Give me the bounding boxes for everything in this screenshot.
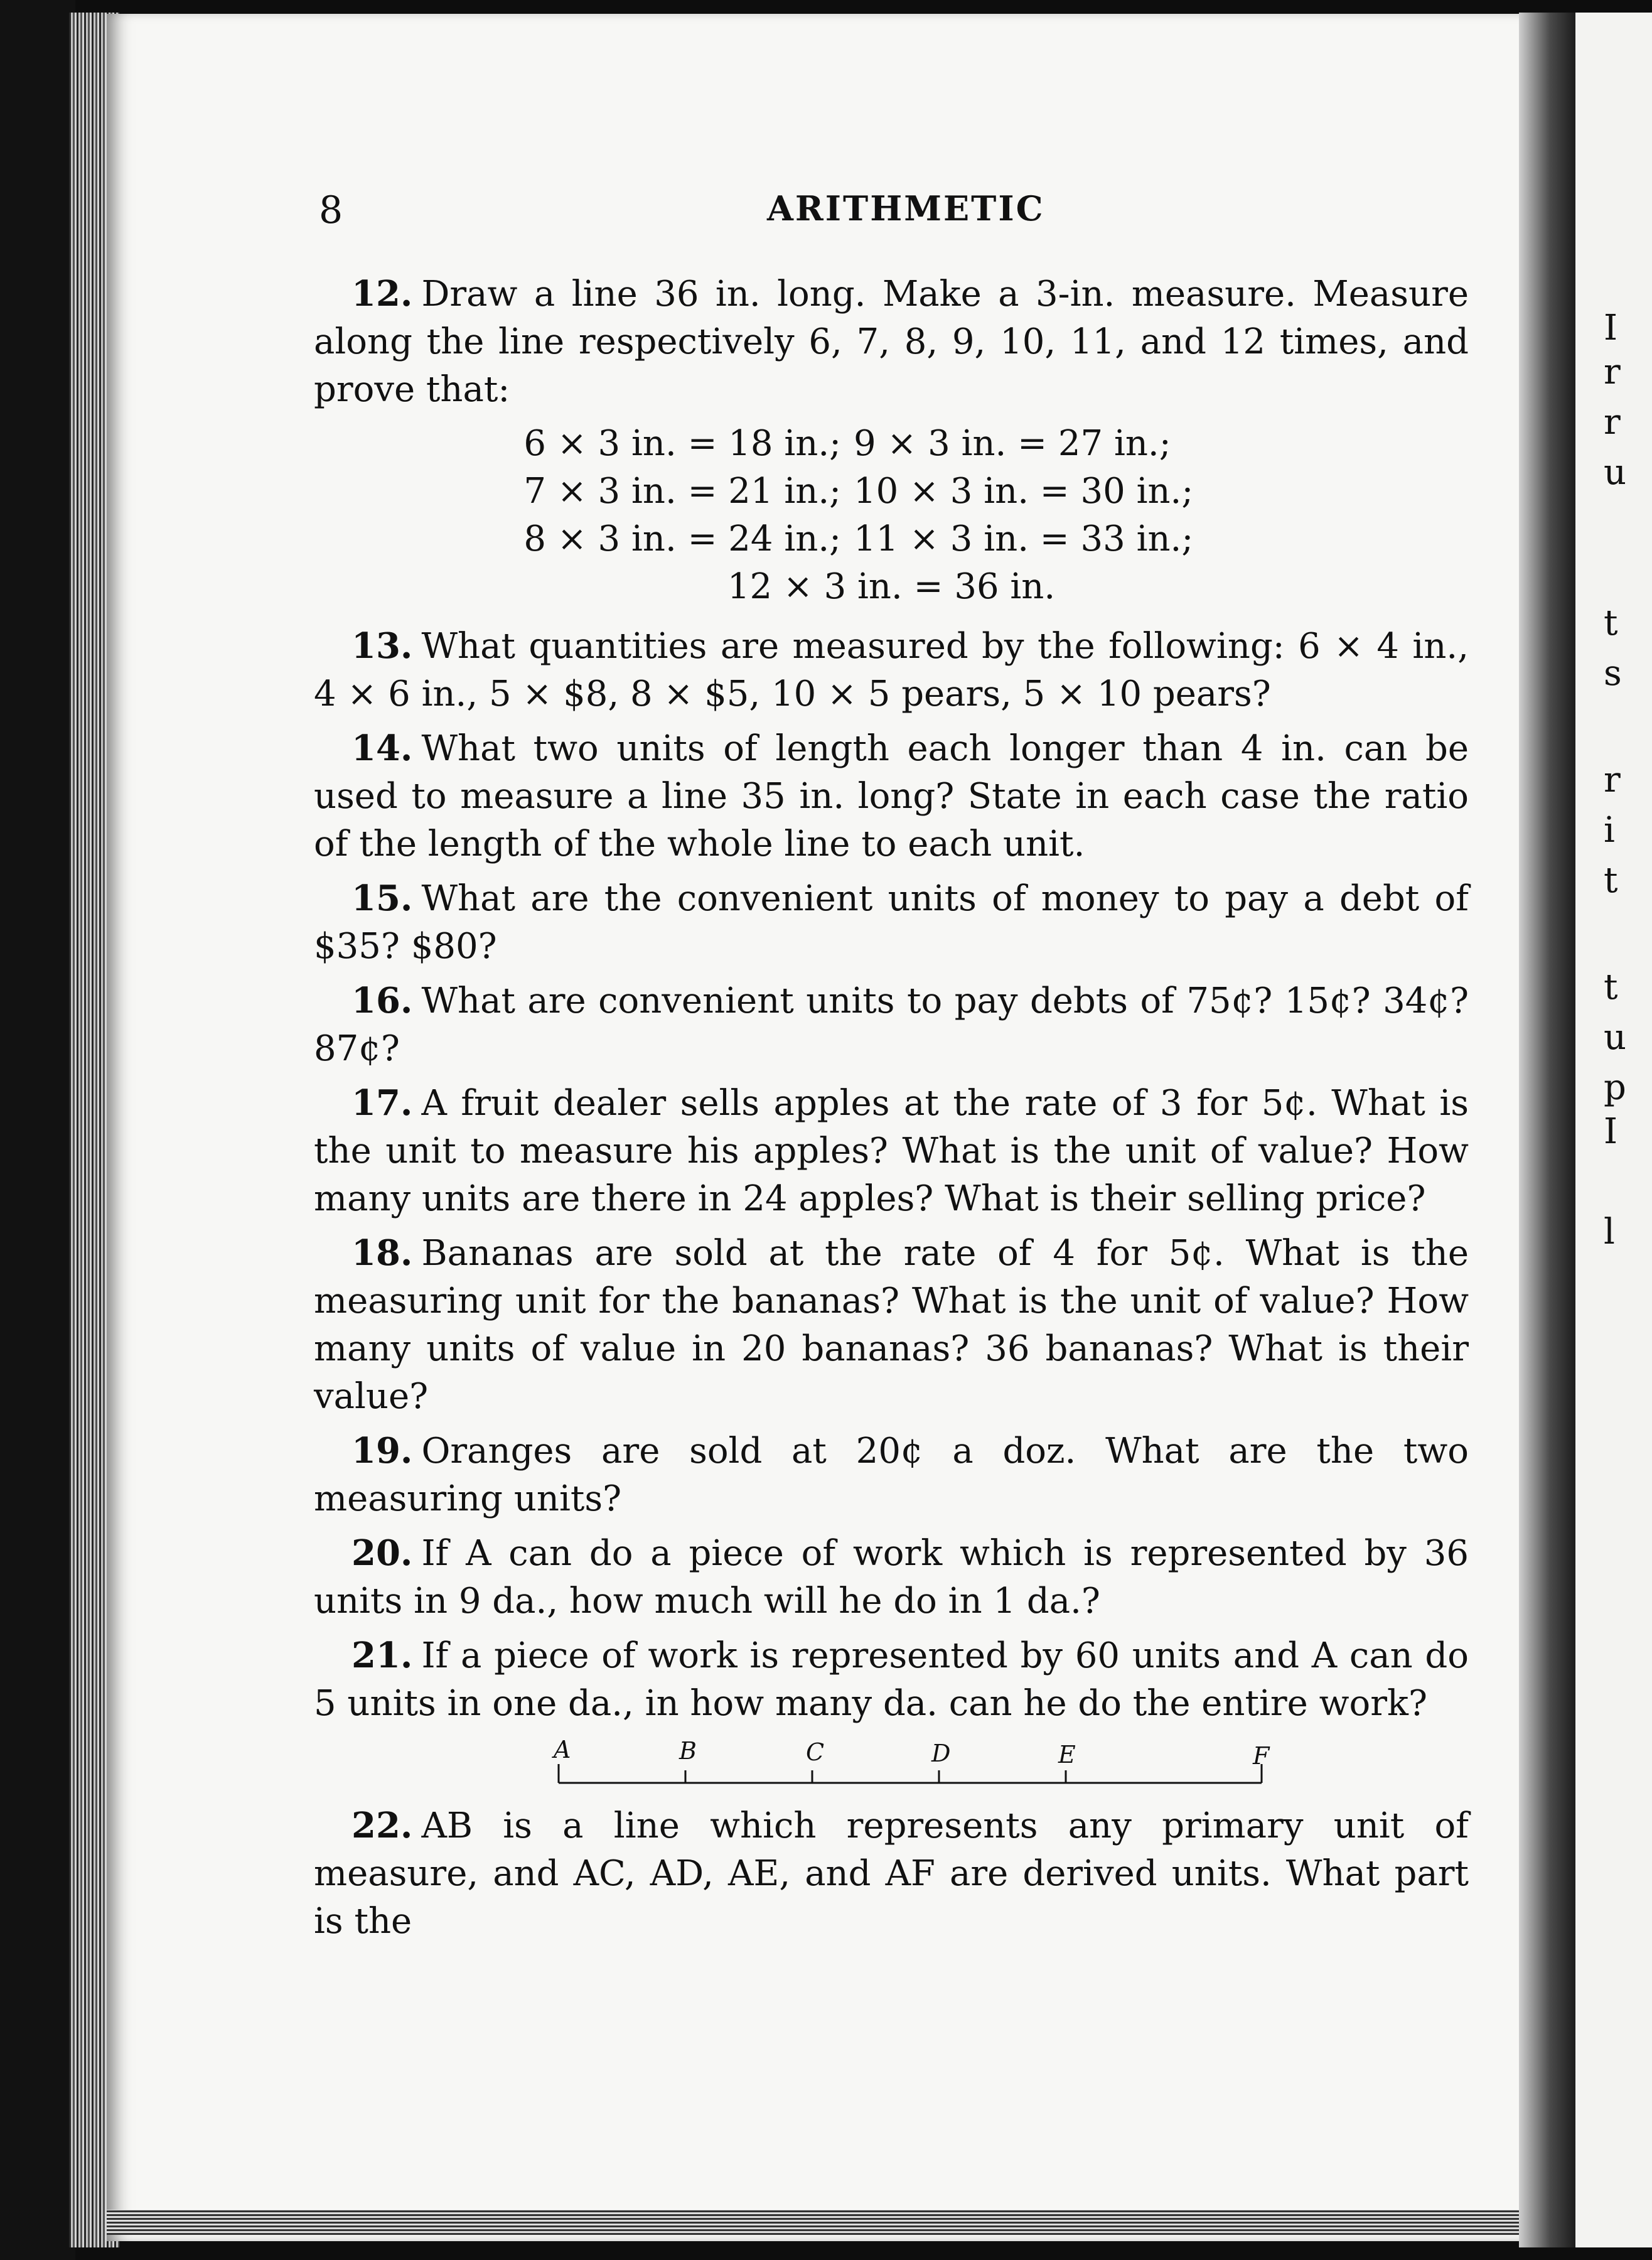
equation-row bbox=[314, 515, 1469, 563]
page-content bbox=[314, 270, 1469, 1952]
facing-page-letter: s bbox=[1604, 653, 1622, 694]
problem-text: Bananas are sold at the rate of 4 for 5¢. What is the measuring unit for the bananas? What is the unit of value? How many units of value in 20 bananas? 36 bananas? What is their value? bbox=[314, 1233, 1469, 1417]
facing-page-letter: I bbox=[1604, 308, 1618, 348]
equation-block bbox=[314, 420, 1469, 611]
problem-20 bbox=[314, 1529, 1469, 1625]
equation-row bbox=[314, 563, 1469, 611]
diagram-label-f: F bbox=[1253, 1742, 1270, 1770]
facing-page-letter: l bbox=[1604, 1212, 1615, 1252]
problem-21 bbox=[314, 1632, 1469, 1728]
scan-background-left bbox=[0, 0, 75, 2260]
problem-number: 12. bbox=[351, 273, 413, 315]
problem-text: AB is a line which represents any primary unit of measure, and AC, AD, AE, and AF are derived units. What part is the bbox=[314, 1805, 1469, 1942]
facing-page-letter: t bbox=[1604, 603, 1618, 643]
running-head: ARITHMETIC bbox=[767, 188, 1045, 229]
problem-number: 22. bbox=[351, 1805, 413, 1846]
equation: 6 × 3 in. = 18 in.; bbox=[523, 423, 841, 464]
equation-row bbox=[314, 468, 1469, 515]
equation-row bbox=[314, 420, 1469, 468]
problem-number: 20. bbox=[351, 1532, 413, 1574]
problem-text: What two units of length each longer than 4 in. can be used to measure a line 35 in. long? State in each case the ratio of the length of the whole line to each unit. bbox=[314, 728, 1469, 864]
equation: 8 × 3 in. = 24 in.; bbox=[523, 519, 841, 559]
problem-17 bbox=[314, 1079, 1469, 1223]
problem-number: 19. bbox=[351, 1430, 413, 1472]
diagram-label-e: E bbox=[1058, 1741, 1076, 1768]
problem-19 bbox=[314, 1427, 1469, 1523]
problem-15 bbox=[314, 874, 1469, 971]
problem-text: Oranges are sold at 20¢ a doz. What are the two measuring units? bbox=[314, 1431, 1469, 1519]
problem-text: A fruit dealer sells apples at the rate of 3 for 5¢. What is the unit to measure his apples? What is the unit of value? How many units are there in 24 apples? What is their selling price? bbox=[314, 1083, 1469, 1219]
book-gutter bbox=[1519, 13, 1575, 2247]
facing-page-letter: I bbox=[1604, 1111, 1618, 1152]
equation: 11 × 3 in. = 33 in.; bbox=[854, 519, 1194, 559]
problem-22 bbox=[314, 1802, 1469, 1945]
diagram-label-a: A bbox=[554, 1736, 571, 1763]
problem-16 bbox=[314, 977, 1469, 1073]
facing-page-letter: r bbox=[1604, 352, 1621, 392]
problem-text: If a piece of work is represented by 60 units and A can do 5 units in one da., in how many da. can he do the entire work? bbox=[314, 1635, 1469, 1724]
equation: 9 × 3 in. = 27 in.; bbox=[854, 423, 1171, 464]
line-segment-diagram bbox=[546, 1734, 1274, 1797]
problem-text: What quantities are measured by the following: 6 × 4 in., 4 × 6 in., 5 × $8, 8 × $5, 10 × 5 pears, 5 × 10 pears? bbox=[314, 626, 1469, 714]
facing-page-letter: u bbox=[1604, 1017, 1627, 1058]
facing-page-letter: r bbox=[1604, 760, 1621, 800]
facing-page-letter: t bbox=[1604, 860, 1618, 901]
problem-text: What are convenient units to pay debts of 75¢? 15¢? 34¢? 87¢? bbox=[314, 981, 1469, 1069]
problem-text: Draw a line 36 in. long. Make a 3-in. measure. Measure along the line respectively 6, 7, 8, 9, 10, 11, and 12 times, and prove that: bbox=[314, 274, 1469, 410]
diagram-label-c: C bbox=[806, 1738, 825, 1766]
diagram-label-b: B bbox=[679, 1737, 697, 1765]
problem-number: 13. bbox=[351, 625, 413, 667]
book-bottom-edge bbox=[107, 2210, 1538, 2235]
facing-page-letter: r bbox=[1604, 402, 1621, 443]
diagram-label-d: D bbox=[931, 1740, 951, 1767]
problem-number: 21. bbox=[351, 1635, 413, 1676]
equation: 7 × 3 in. = 21 in.; bbox=[523, 471, 841, 512]
problem-number: 15. bbox=[351, 878, 413, 919]
facing-page-letter: p bbox=[1604, 1067, 1626, 1108]
equation: 12 × 3 in. = 36 in. bbox=[727, 566, 1056, 607]
problem-18 bbox=[314, 1229, 1469, 1421]
facing-page-letter: u bbox=[1604, 452, 1627, 493]
equation: 10 × 3 in. = 30 in.; bbox=[854, 471, 1194, 512]
problem-13 bbox=[314, 622, 1469, 718]
problem-number: 18. bbox=[351, 1232, 413, 1274]
problem-text: What are the convenient units of money to pay a debt of $35? $80? bbox=[314, 878, 1469, 967]
page-number: 8 bbox=[319, 188, 343, 232]
facing-page-letter: i bbox=[1604, 810, 1615, 851]
problem-number: 17. bbox=[351, 1082, 413, 1124]
problem-number: 16. bbox=[351, 980, 413, 1021]
facing-page-letter: t bbox=[1604, 967, 1618, 1008]
problem-text: If A can do a piece of work which is represented by 36 units in 9 da., how much will he do in 1 da.? bbox=[314, 1533, 1469, 1622]
problem-12 bbox=[314, 270, 1469, 414]
problem-14 bbox=[314, 724, 1469, 868]
problem-number: 14. bbox=[351, 728, 413, 769]
